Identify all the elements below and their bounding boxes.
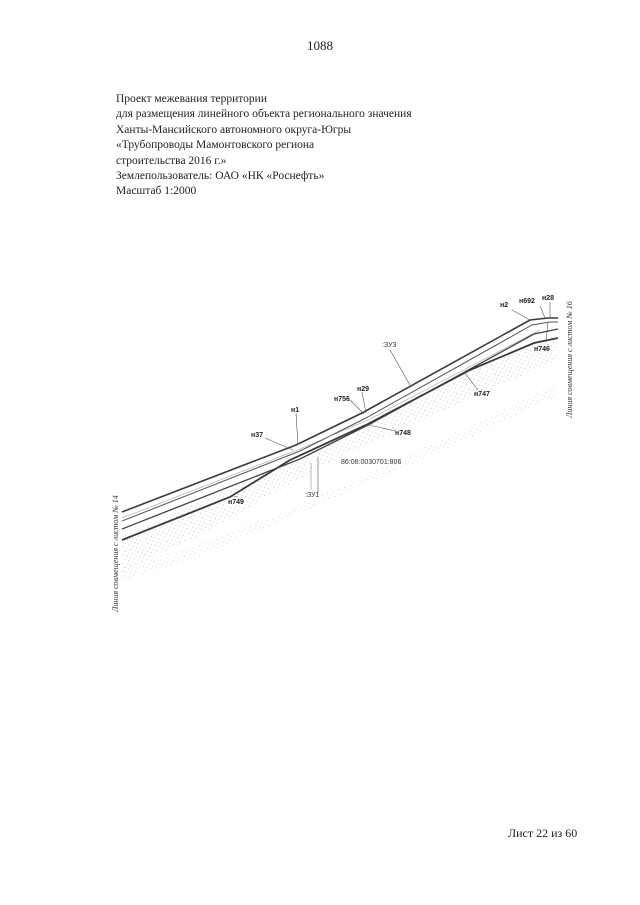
leader-line <box>540 306 545 318</box>
sheet-number: Лист 22 из 60 <box>508 826 578 840</box>
parcel-label-zu3: :ЗУ3 <box>382 342 397 349</box>
right-match-line-label: Линия совмещения с листом № 16 <box>565 301 574 418</box>
title-line: «Трубопроводы Мамонтовского региона <box>116 139 315 152</box>
page-number: 1088 <box>307 38 333 53</box>
title-line: строительства 2016 г.» <box>116 154 227 167</box>
leader-line <box>362 392 366 413</box>
point-label-n749: н749 <box>228 499 244 506</box>
point-label-n747: н747 <box>474 391 490 398</box>
scale-line: Масштаб 1:2000 <box>116 185 197 198</box>
title-line: Проект межевания территории <box>116 93 267 105</box>
point-label-n28: н28 <box>542 295 555 302</box>
point-label-n37: н37 <box>251 432 264 439</box>
leader-line <box>390 350 410 385</box>
title-line: Ханты-Мансийского автономного округа-Югры <box>116 123 352 136</box>
point-label-n1: н1 <box>291 407 300 414</box>
cadastral-number-label: 86:08:0030701:806 <box>341 459 402 466</box>
point-label-n29: н29 <box>357 386 370 393</box>
leader-line <box>350 400 364 414</box>
parcel-label-zu1: :ЗУ1 <box>305 492 320 499</box>
point-label-n692: н692 <box>519 298 535 305</box>
boundary-line-third <box>122 329 558 529</box>
land-user-line: Землепользователь: ОАО «НК «Роснефть» <box>116 170 325 183</box>
point-label-n748: н748 <box>395 430 411 437</box>
right-of-way-hatch <box>122 335 556 572</box>
point-label-n2: н2 <box>500 302 509 309</box>
left-match-line-label: Линия совмещения с листом № 14 <box>111 495 120 612</box>
leader-line <box>512 310 530 320</box>
title-line: для размещения линейного объекта регионального значения <box>116 108 412 121</box>
leader-line <box>265 438 293 450</box>
outer-hatch-band <box>122 386 556 582</box>
point-label-n756: н756 <box>334 396 350 403</box>
point-label-n746: н746 <box>534 346 550 353</box>
leader-line <box>296 413 298 445</box>
